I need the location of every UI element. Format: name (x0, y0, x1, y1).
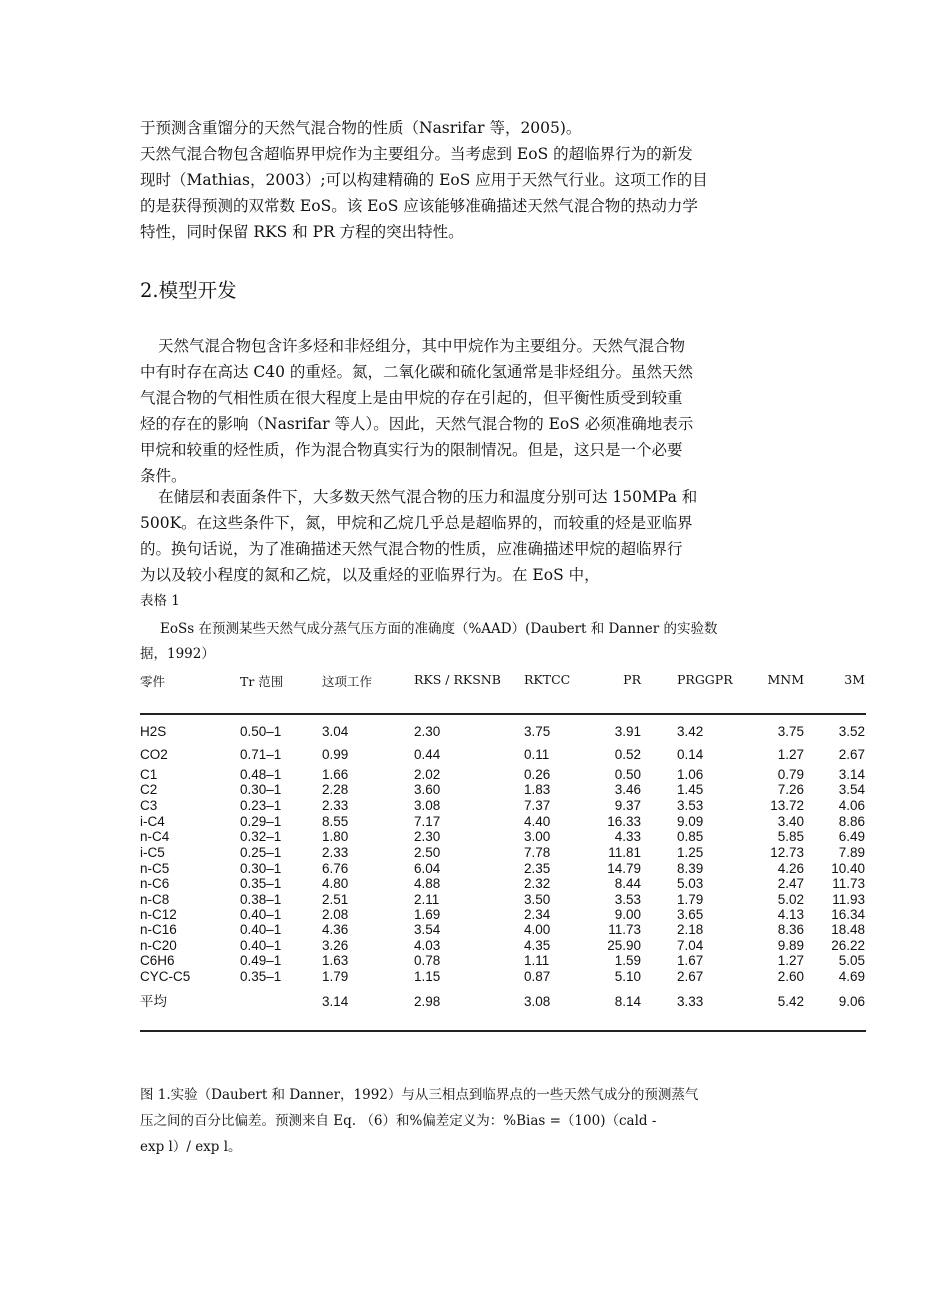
table-row (0, 969, 925, 985)
component-cell: CO2 (140, 747, 168, 762)
component-cell: n-C6 (140, 876, 170, 891)
paragraph-2 (140, 484, 800, 588)
table-row (0, 798, 925, 814)
component-cell: C6H6 (140, 953, 175, 968)
component-cell: i-C5 (140, 845, 165, 860)
value-cell: 4.13 (777, 907, 804, 922)
value-cell: 25.90 (607, 938, 641, 953)
value-cell: 5.05 (838, 953, 865, 968)
value-cell: 2.47 (777, 876, 804, 891)
value-cell: 2.11 (414, 892, 440, 907)
value-cell: 16.34 (831, 907, 865, 922)
value-cell: 7.78 (524, 845, 551, 860)
caption-line: exp l）/ exp l。 (140, 1139, 242, 1155)
value-cell: 7.26 (777, 782, 804, 797)
value-cell: 2.02 (414, 767, 441, 782)
value-cell: 9.06 (838, 994, 865, 1009)
value-cell: 0.40–1 (240, 938, 282, 953)
value-cell: 3.14 (838, 767, 865, 782)
value-cell: 2.18 (677, 922, 704, 937)
value-cell: 1.45 (677, 782, 704, 797)
value-cell: 0.87 (524, 969, 551, 984)
value-cell: 4.69 (838, 969, 865, 984)
value-cell: 6.04 (414, 861, 441, 876)
value-cell: 4.36 (322, 922, 349, 937)
intro-line: 天然气混合物包含超临界甲烷作为主要组分。当考虑到 EoS 的超临界行为的新发 (140, 145, 693, 163)
value-cell: 6.49 (838, 829, 865, 844)
value-cell: 3.75 (777, 724, 804, 739)
value-cell: 10.40 (831, 861, 865, 876)
header-cell: 这项工作 (322, 674, 373, 689)
value-cell: 0.99 (322, 747, 349, 762)
value-cell: 2.08 (322, 907, 349, 922)
intro-line: 特性，同时保留 RKS 和 PR 方程的突出特性。 (140, 223, 464, 241)
paragraph-line: 500K。在这些条件下，氮，甲烷和乙烷几乎总是超临界的，而较重的烃是亚临界 (140, 514, 693, 532)
component-cell: n-C16 (140, 922, 177, 937)
value-cell: 11.81 (608, 845, 641, 860)
value-cell: 0.29–1 (240, 814, 282, 829)
value-cell: 3.26 (322, 938, 349, 953)
header-cell: RKTCC (524, 672, 571, 687)
header-cell: RKS / RKSNB (414, 672, 501, 687)
value-cell: 8.86 (838, 814, 865, 829)
value-cell: 16.33 (607, 814, 641, 829)
value-cell: 1.06 (677, 767, 704, 782)
value-cell: 0.11 (524, 747, 550, 762)
value-cell: 3.53 (614, 892, 641, 907)
value-cell: 3.42 (677, 724, 704, 739)
value-cell: 2.30 (414, 724, 441, 739)
table-row (0, 829, 925, 845)
value-cell: 5.42 (777, 994, 804, 1009)
value-cell: 4.00 (524, 922, 551, 937)
value-cell: 0.32–1 (240, 829, 282, 844)
paragraph-line: 的。换句话说，为了准确描述天然气混合物的性质，应准确描述甲烷的超临界行 (140, 540, 683, 558)
value-cell: 1.59 (614, 953, 641, 968)
value-cell: 0.26 (524, 767, 551, 782)
value-cell: 0.40–1 (240, 907, 282, 922)
value-cell: 3.91 (614, 724, 641, 739)
table-row (0, 861, 925, 877)
value-cell: 8.55 (322, 814, 349, 829)
value-cell: 3.14 (322, 994, 349, 1009)
value-cell: 0.25–1 (240, 845, 282, 860)
table-row (0, 724, 925, 740)
value-cell: 0.30–1 (240, 861, 282, 876)
value-cell: 3.40 (777, 814, 804, 829)
header-cell: Tr 范围 (240, 674, 284, 689)
value-cell: 8.14 (614, 994, 641, 1009)
header-cell: PR (623, 672, 641, 687)
table-row (0, 907, 925, 923)
component-cell: 平均 (140, 994, 167, 1010)
value-cell: 4.88 (414, 876, 441, 891)
value-cell: 3.04 (322, 724, 349, 739)
table-title-line: 据，1992） (140, 646, 215, 662)
value-cell: 2.98 (414, 994, 441, 1009)
component-cell: n-C8 (140, 892, 170, 907)
paragraph-line: 中有时存在高达 C40 的重烃。氮，二氧化碳和硫化氢通常是非烃组分。虽然天然 (140, 363, 693, 381)
value-cell: 3.54 (414, 922, 441, 937)
table-top-rule (140, 713, 866, 715)
value-cell: 3.60 (414, 782, 441, 797)
table-row (0, 892, 925, 908)
intro-paragraph (140, 115, 800, 245)
value-cell: 2.51 (322, 892, 349, 907)
component-cell: n-C5 (140, 861, 170, 876)
component-cell: n-C12 (140, 907, 177, 922)
value-cell: 2.32 (524, 876, 551, 891)
value-cell: 1.63 (322, 953, 349, 968)
value-cell: 0.35–1 (240, 969, 282, 984)
value-cell: 1.25 (677, 845, 704, 860)
paragraph-line: 烃的存在的影响（Nasrifar 等人）。因此，天然气混合物的 EoS 必须准确地表示 (140, 415, 694, 433)
value-cell: 9.09 (677, 814, 704, 829)
value-cell: 0.23–1 (240, 798, 282, 813)
paragraph-1 (140, 333, 800, 489)
value-cell: 2.35 (524, 861, 551, 876)
value-cell: 0.78 (414, 953, 441, 968)
value-cell: 0.40–1 (240, 922, 282, 937)
value-cell: 0.35–1 (240, 876, 282, 891)
table-title-line: EoSs 在预测某些天然气成分蒸气压方面的准确度（%AAD）(Daubert 和 Danner 的实验数 (160, 621, 718, 637)
value-cell: 7.04 (677, 938, 704, 953)
value-cell: 7.89 (838, 845, 865, 860)
value-cell: 0.50 (614, 767, 641, 782)
value-cell: 26.22 (831, 938, 865, 953)
value-cell: 4.40 (524, 814, 551, 829)
component-cell: C2 (140, 782, 158, 797)
table-label: 表格 1 (140, 593, 180, 609)
value-cell: 1.27 (777, 953, 804, 968)
value-cell: 0.38–1 (240, 892, 282, 907)
value-cell: 4.26 (777, 861, 804, 876)
value-cell: 2.30 (414, 829, 441, 844)
value-cell: 2.60 (777, 969, 804, 984)
header-cell: 3M (844, 672, 865, 687)
value-cell: 11.73 (832, 876, 865, 891)
value-cell: 3.08 (524, 994, 551, 1009)
value-cell: 1.69 (414, 907, 441, 922)
value-cell: 12.73 (770, 845, 804, 860)
value-cell: 2.67 (838, 747, 865, 762)
value-cell: 0.71–1 (240, 747, 282, 762)
value-cell: 2.34 (524, 907, 551, 922)
value-cell: 1.67 (677, 953, 704, 968)
figure-caption (140, 1082, 698, 1160)
value-cell: 2.33 (322, 798, 349, 813)
paragraph-line: 甲烷和较重的烃性质，作为混合物真实行为的限制情况。但是，这只是一个必要 (140, 441, 683, 459)
header-cell: 零件 (140, 674, 166, 689)
paragraph-line: 气混合物的气相性质在很大程度上是由甲烷的存在引起的，但平衡性质受到较重 (140, 389, 683, 407)
value-cell: 0.79 (777, 767, 804, 782)
intro-line: 于预测含重馏分的天然气混合物的性质（Nasrifar 等，2005)。 (140, 119, 582, 137)
value-cell: 5.10 (614, 969, 641, 984)
value-cell: 0.50–1 (240, 724, 282, 739)
value-cell: 8.39 (677, 861, 704, 876)
component-cell: C3 (140, 798, 158, 813)
section-heading: 2.模型开发 (140, 279, 237, 302)
value-cell: 5.02 (777, 892, 804, 907)
value-cell: 4.03 (414, 938, 441, 953)
component-cell: n-C4 (140, 829, 170, 844)
value-cell: 0.52 (614, 747, 641, 762)
table-row (0, 767, 925, 783)
value-cell: 0.48–1 (240, 767, 282, 782)
value-cell: 1.80 (322, 829, 349, 844)
value-cell: 0.49–1 (240, 953, 282, 968)
value-cell: 3.50 (524, 892, 551, 907)
table-bottom-rule (140, 1030, 866, 1032)
table-average-row (0, 994, 925, 1010)
value-cell: 1.79 (322, 969, 349, 984)
value-cell: 0.14 (677, 747, 704, 762)
value-cell: 3.33 (677, 994, 704, 1009)
value-cell: 2.67 (677, 969, 704, 984)
paragraph-line: 条件。 (140, 467, 187, 485)
value-cell: 1.27 (777, 747, 804, 762)
value-cell: 9.00 (614, 907, 641, 922)
value-cell: 1.15 (414, 969, 441, 984)
value-cell: 4.06 (838, 798, 865, 813)
paragraph-line: 为以及较小程度的氮和乙烷，以及重烃的亚临界行为。在 EoS 中， (140, 566, 600, 584)
value-cell: 4.80 (322, 876, 349, 891)
paragraph-line: 在储层和表面条件下，大多数天然气混合物的压力和温度分别可达 150MPa 和 (158, 488, 698, 506)
value-cell: 5.85 (777, 829, 804, 844)
component-cell: H2S (140, 724, 167, 739)
value-cell: 3.53 (677, 798, 704, 813)
value-cell: 7.37 (524, 798, 551, 813)
value-cell: 3.65 (677, 907, 704, 922)
value-cell: 1.83 (524, 782, 551, 797)
value-cell: 7.17 (414, 814, 441, 829)
value-cell: 3.52 (838, 724, 865, 739)
intro-line: 现时（Mathias，2003）;可以构建精确的 EoS 应用于天然气行业。这项工作的目 (140, 171, 708, 189)
table-row (0, 747, 925, 763)
component-cell: CYC-C5 (140, 969, 191, 984)
paragraph-line: 天然气混合物包含许多烃和非烃组分，其中甲烷作为主要组分。天然气混合物 (158, 337, 686, 355)
value-cell: 1.79 (677, 892, 704, 907)
header-cell: PRGGPR (677, 672, 733, 687)
component-cell: n-C20 (140, 938, 177, 953)
component-cell: C1 (140, 767, 158, 782)
value-cell: 14.79 (607, 861, 641, 876)
table-row (0, 938, 925, 954)
value-cell: 9.37 (614, 798, 641, 813)
intro-line: 的是获得预测的双常数 EoS。该 EoS 应该能够准确描述天然气混合物的热动力学 (140, 197, 698, 215)
caption-line: 图 1.实验（Daubert 和 Danner，1992）与从三相点到临界点的一些天然气成分的预测蒸气 (140, 1087, 699, 1103)
value-cell: 3.00 (524, 829, 551, 844)
value-cell: 3.08 (414, 798, 441, 813)
value-cell: 9.89 (777, 938, 804, 953)
table-row (0, 814, 925, 830)
table-row (0, 876, 925, 892)
value-cell: 8.44 (614, 876, 641, 891)
table-row (0, 922, 925, 938)
value-cell: 6.76 (322, 861, 349, 876)
value-cell: 1.66 (322, 767, 349, 782)
value-cell: 0.30–1 (240, 782, 282, 797)
value-cell: 8.36 (777, 922, 804, 937)
caption-line: 压之间的百分比偏差。预测来自 Eq. （6）和%偏差定义为：%Bias =（100)（cald - (140, 1113, 657, 1129)
value-cell: 2.50 (414, 845, 441, 860)
header-cell: MNM (767, 672, 804, 687)
value-cell: 2.28 (322, 782, 349, 797)
value-cell: 3.46 (614, 782, 641, 797)
value-cell: 5.03 (677, 876, 704, 891)
value-cell: 3.54 (838, 782, 865, 797)
component-cell: i-C4 (140, 814, 165, 829)
value-cell: 1.11 (524, 953, 550, 968)
value-cell: 11.93 (832, 892, 865, 907)
value-cell: 2.33 (322, 845, 349, 860)
value-cell: 13.72 (770, 798, 804, 813)
value-cell: 18.48 (831, 922, 865, 937)
value-cell: 3.75 (524, 724, 551, 739)
value-cell: 4.35 (524, 938, 551, 953)
value-cell: 0.44 (414, 747, 441, 762)
value-cell: 0.85 (677, 829, 704, 844)
value-cell: 4.33 (614, 829, 641, 844)
value-cell: 11.73 (608, 922, 641, 937)
table-row (0, 953, 925, 969)
table-row (0, 782, 925, 798)
table-row (0, 845, 925, 861)
